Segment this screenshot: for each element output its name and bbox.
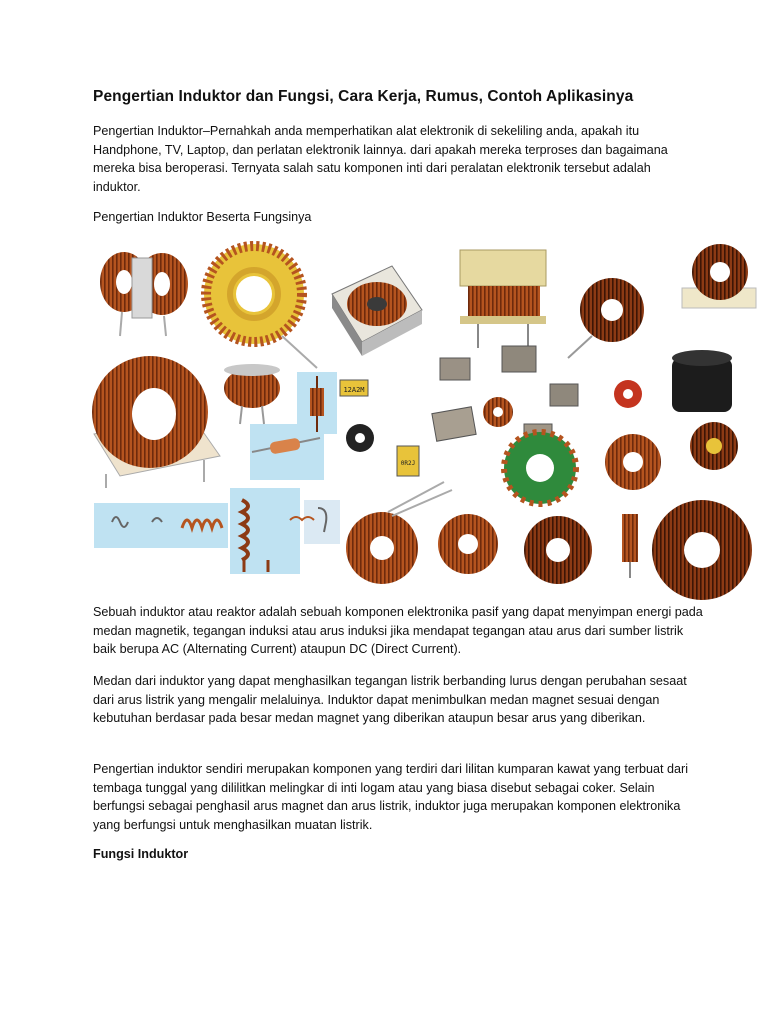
smd-inductor-c bbox=[432, 407, 476, 442]
smd-power-inductor bbox=[332, 266, 422, 356]
toroid-on-base-inductor bbox=[682, 244, 756, 308]
bobbin-inductor bbox=[460, 250, 546, 348]
twin-toroid-inductor bbox=[100, 252, 188, 336]
chip-inductor-12a2m bbox=[340, 380, 368, 396]
chip-inductor-0r2j bbox=[397, 446, 419, 476]
bottom-toroid-inductor-1 bbox=[346, 482, 452, 584]
bottom-toroid-inductor-large bbox=[652, 500, 752, 600]
black-drum-inductor bbox=[672, 350, 732, 412]
section-subheading: Pengertian Induktor Beserta Fungsinya bbox=[93, 210, 312, 224]
drum-inductor bbox=[224, 364, 280, 424]
large-toroid-on-base-inductor bbox=[92, 356, 220, 488]
chip-label-1: 12A2M bbox=[343, 386, 365, 394]
small-toroid-inductor bbox=[568, 278, 644, 358]
rod-inductor bbox=[622, 514, 638, 578]
smd-inductor-a bbox=[440, 358, 470, 380]
smd-inductor-b bbox=[502, 346, 536, 372]
page-title: Pengertian Induktor dan Fungsi, Cara Kerja, Rumus, Contoh Aplikasinya bbox=[93, 88, 634, 105]
black-toroid-inductor bbox=[346, 424, 374, 452]
chip-label-2: 0R2J bbox=[400, 460, 416, 467]
bottom-toroid-inductor-3 bbox=[524, 516, 592, 584]
bottom-toroid-inductor-2 bbox=[438, 514, 498, 574]
paragraph-definition: Sebuah induktor atau reaktor adalah sebuah komponen elektronika pasif yang dapat menyimpan energi pada medan magnetik, tegangan induksi atau arus induksi jika mendapat tegangan atau arus dari sumber listrik baik berupa AC (Alternating Current) ataupun DC (Direct Current). bbox=[93, 605, 703, 657]
yellow-toroid-inductor bbox=[204, 244, 317, 368]
paragraph-construction: Pengertian induktor sendiri merupakan komponen yang terdiri dari lilitan kumparan kawat yang terbuat dari tembaga tunggal yang dililitkan melingkar di inti logam atau yang biasa disebut sebagai coker. Selain berfungsi sebagai penghasil arus magnet dan arus listrik, induktor juga merupakan komponen elektronika yang berfungsi untuk menghasilkan muatan listrik. bbox=[93, 762, 689, 833]
section-heading-function: Fungsi Induktor bbox=[93, 847, 189, 861]
intro-paragraph: Pengertian Induktor–Pernahkah anda memperhatikan alat elektronik di sekeliling anda, apakah itu Handphone, TV, Laptop, dan perlatan elektronik lainnya. dari apakah mereka terproses dan bagaimana mereka bisa beroperasi. Ternyata salah satu komponen inti dari peralatan elektronik tersebut adalah induktor. bbox=[93, 124, 668, 195]
green-toroid-inductor bbox=[504, 432, 576, 504]
smd-inductor-d bbox=[550, 384, 578, 406]
inductors-collage-image bbox=[92, 238, 768, 604]
paragraph-magnetic-field: Medan dari induktor yang dapat menghasilkan tegangan listrik berbanding lurus dengan perubahan sesaat dari arus listrik yang mengalir melaluinya. Induktor dapat menimbulkan medan magnet sesuai dengan kebutuhan berdasar pada besar medan magnet yang diberikan ataupun besar arus yang diberikan. bbox=[93, 674, 687, 726]
